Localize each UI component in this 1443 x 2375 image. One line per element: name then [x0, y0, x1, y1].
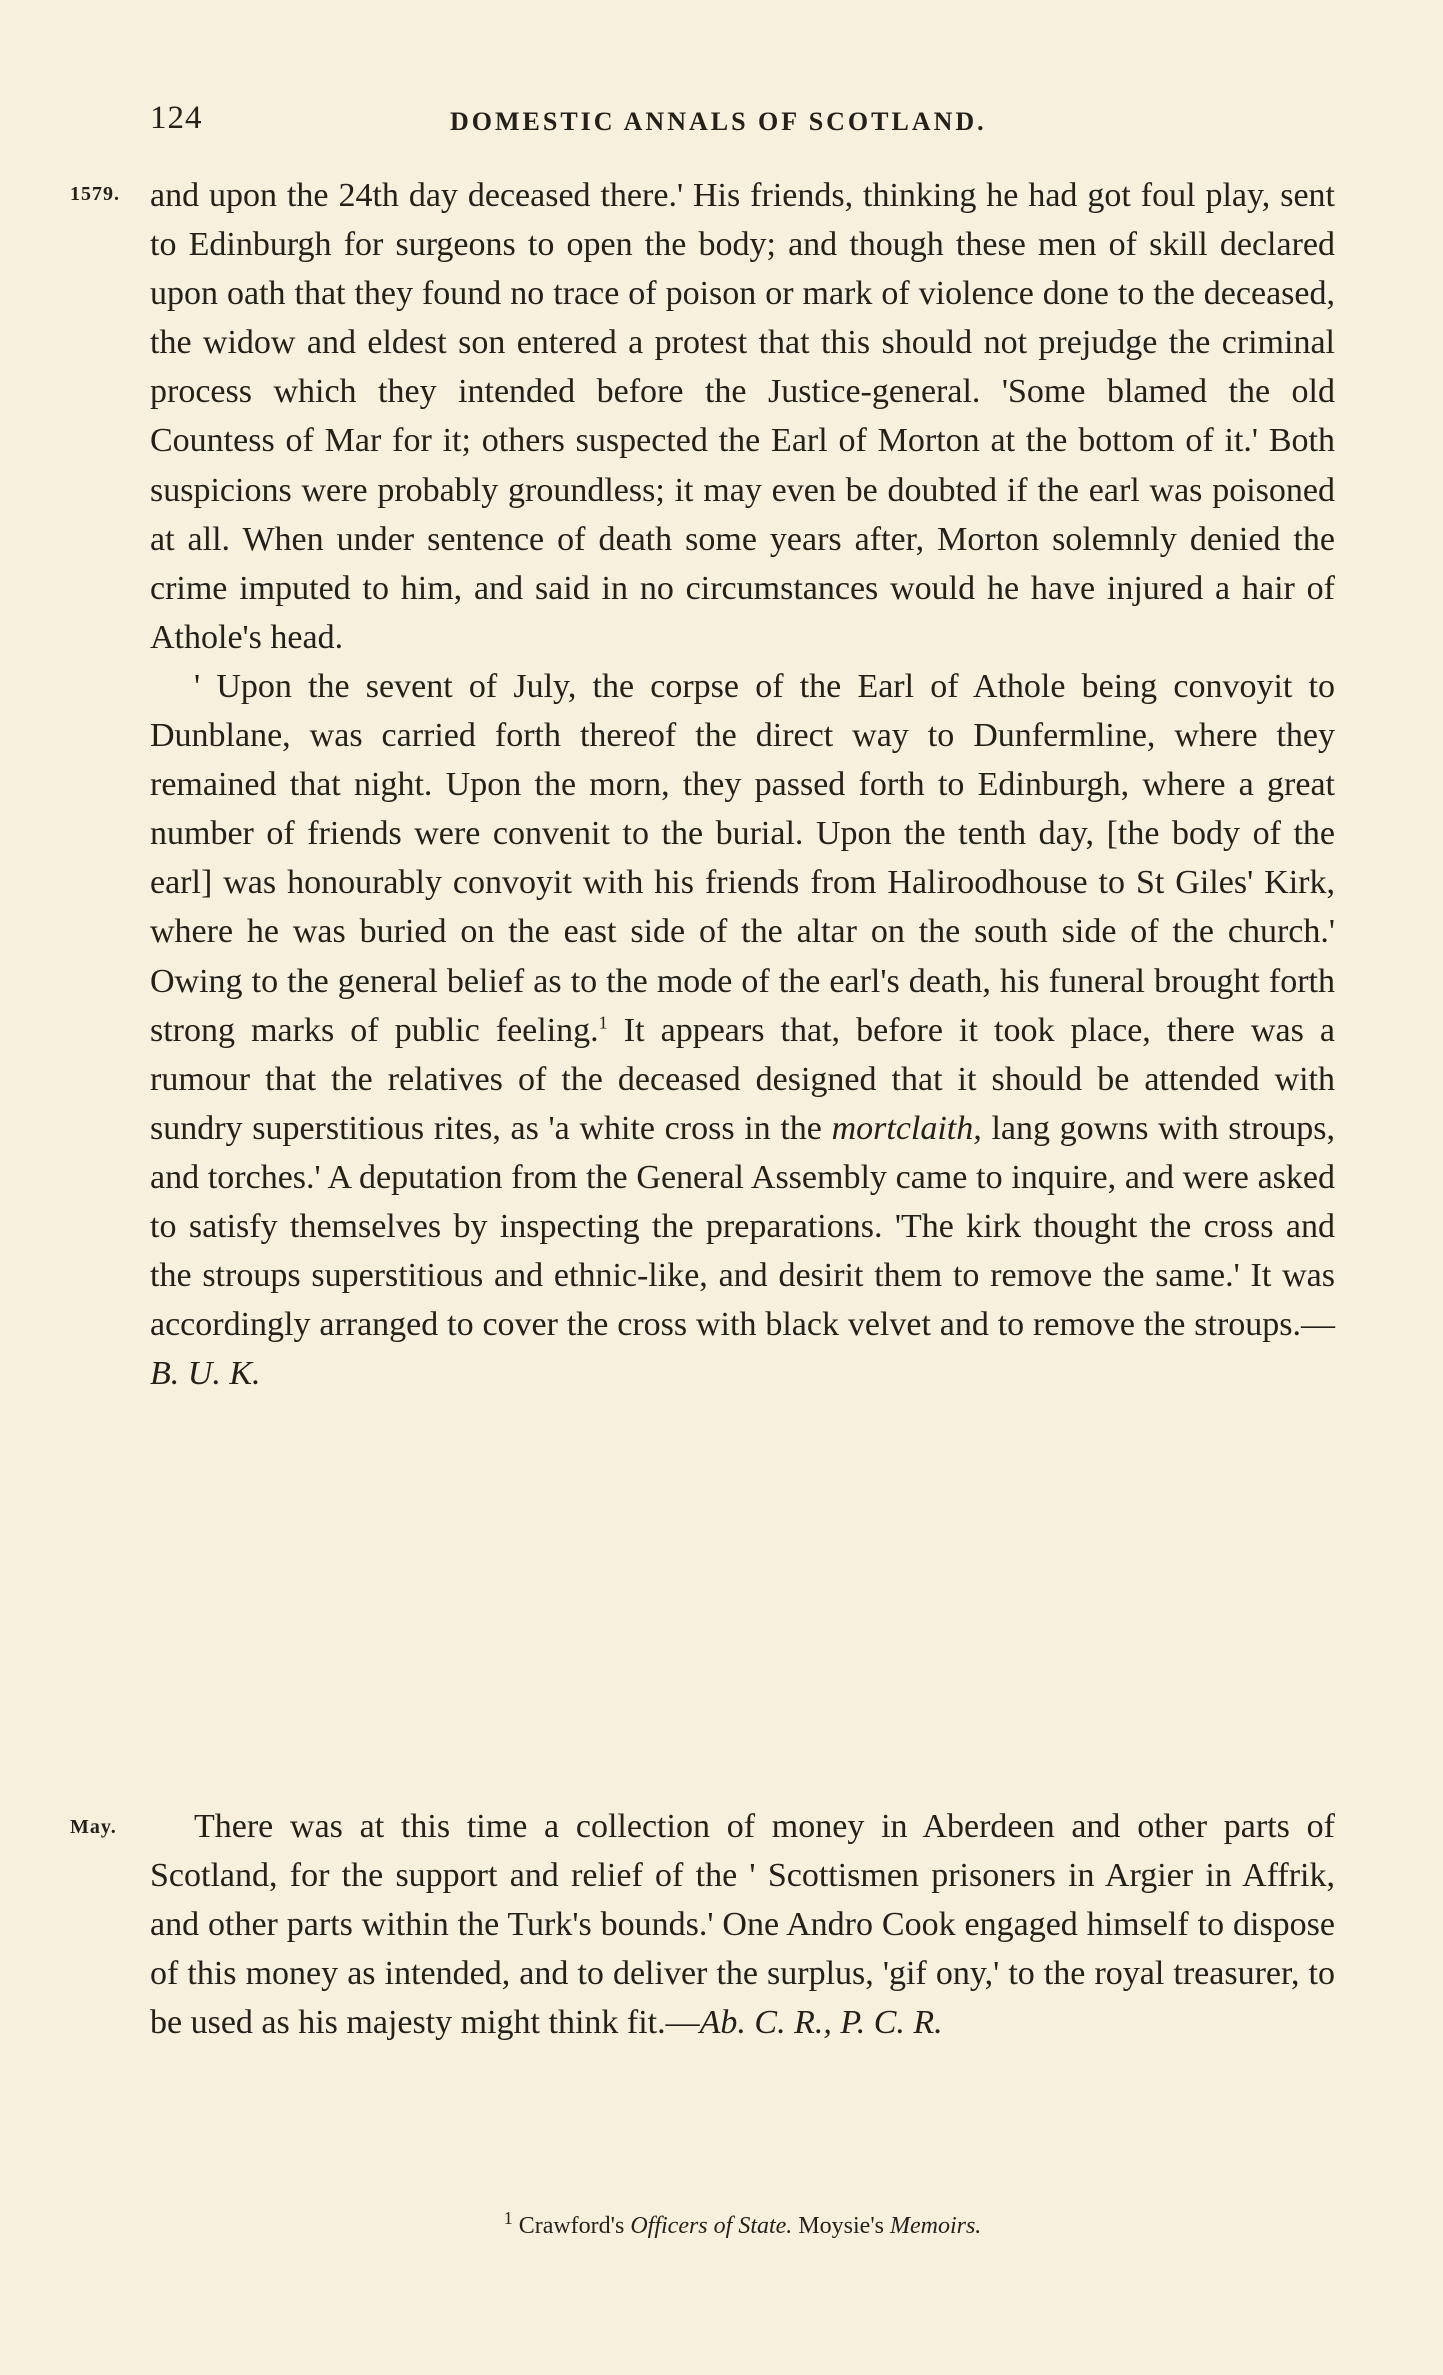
paragraph-text: It appears that, before it took place, there was a rumour that the relatives of the deceased designed that it should be attended with sundry superstitious rites, as 'a white cross in the	[150, 1011, 1335, 1147]
paragraph	[150, 662, 1335, 1398]
footnote-text: Moysie's	[792, 2213, 890, 2239]
italic-term: mortclaith,	[831, 1109, 982, 1147]
footnote	[150, 2208, 1335, 2240]
footnote-title: Officers of State.	[630, 2213, 793, 2239]
running-title: DOMESTIC ANNALS OF SCOTLAND.	[450, 107, 987, 136]
footnote-reference: 1	[598, 1012, 608, 1033]
page-number: 124	[150, 100, 203, 136]
footnote-mark: 1	[503, 2208, 513, 2228]
paragraph-text: ' Upon the sevent of July, the corpse of the Earl of Athole being convoyit to Dunblane, was carried forth thereof the direct way to Dunfermline, where they remained that night. Upon the morn, they passed forth to Edinburgh, where a great number of friends were convenit to the burial. Upon the tenth day, [the body of the earl] was honourably convoyit with his friends from Haliroodhouse to St Giles' Kirk, where he was buried on the east side of the altar on the south side of the church.' Owing to the general belief as to the mode of the earl's death, his funeral brought forth strong marks of public feeling.	[150, 667, 1335, 1049]
source-citation: Ab. C. R., P. C. R.	[699, 2004, 943, 2042]
second-text-block	[150, 1802, 1335, 2047]
main-text-block	[150, 171, 1335, 1398]
margin-month: May.	[70, 1816, 117, 1838]
paragraph-text: There was at this time a collection of money in Aberdeen and other parts of Scotland, for the support and relief of the ' Scottismen prisoners in Argier in Affrik, and other parts within the Turk's bounds.' One Andro Cook engaged himself to dispose of this money as intended, and to deliver the surplus, 'gif ony,' to the royal treasurer, to be used as his majesty might think fit.—	[150, 1808, 1335, 2042]
footnote-text: Crawford's	[512, 2213, 631, 2239]
paragraph: and upon the 24th day deceased there.' His friends, thinking he had got foul play, sent to Edinburgh for surgeons to open the body; and though these men of skill declared upon oath that they found no trace of poison or mark of violence done to the deceased, the widow and eldest son entered a protest that this should not prejudge the criminal process which they intended before the Justice-general. 'Some blamed the old Countess of Mar for it; others suspected the Earl of Morton at the bottom of it.' Both suspicions were probably groundless; it may even be doubted if the earl was poisoned at all. When under sentence of death some years after, Morton solemnly denied the crime imputed to him, and said in no circumstances would he have injured a hair of Athole's head.	[150, 177, 1335, 656]
source-citation: B. U. K.	[150, 1355, 261, 1393]
margin-year: 1579.	[70, 183, 120, 205]
footnote-title: Memoirs.	[889, 2213, 982, 2239]
paragraph-text: lang gowns with stroups, and torches.' A deputation from the General Assembly came to inquire, and were asked to satisfy themselves by inspecting the preparations. 'The kirk thought the cross and the stroups superstitious and ethnic-like, and desirit them to remove the same.' It was accordingly arranged to cover the cross with black velvet and to remove the stroups.—	[150, 1109, 1336, 1344]
paragraph	[150, 1802, 1335, 2047]
